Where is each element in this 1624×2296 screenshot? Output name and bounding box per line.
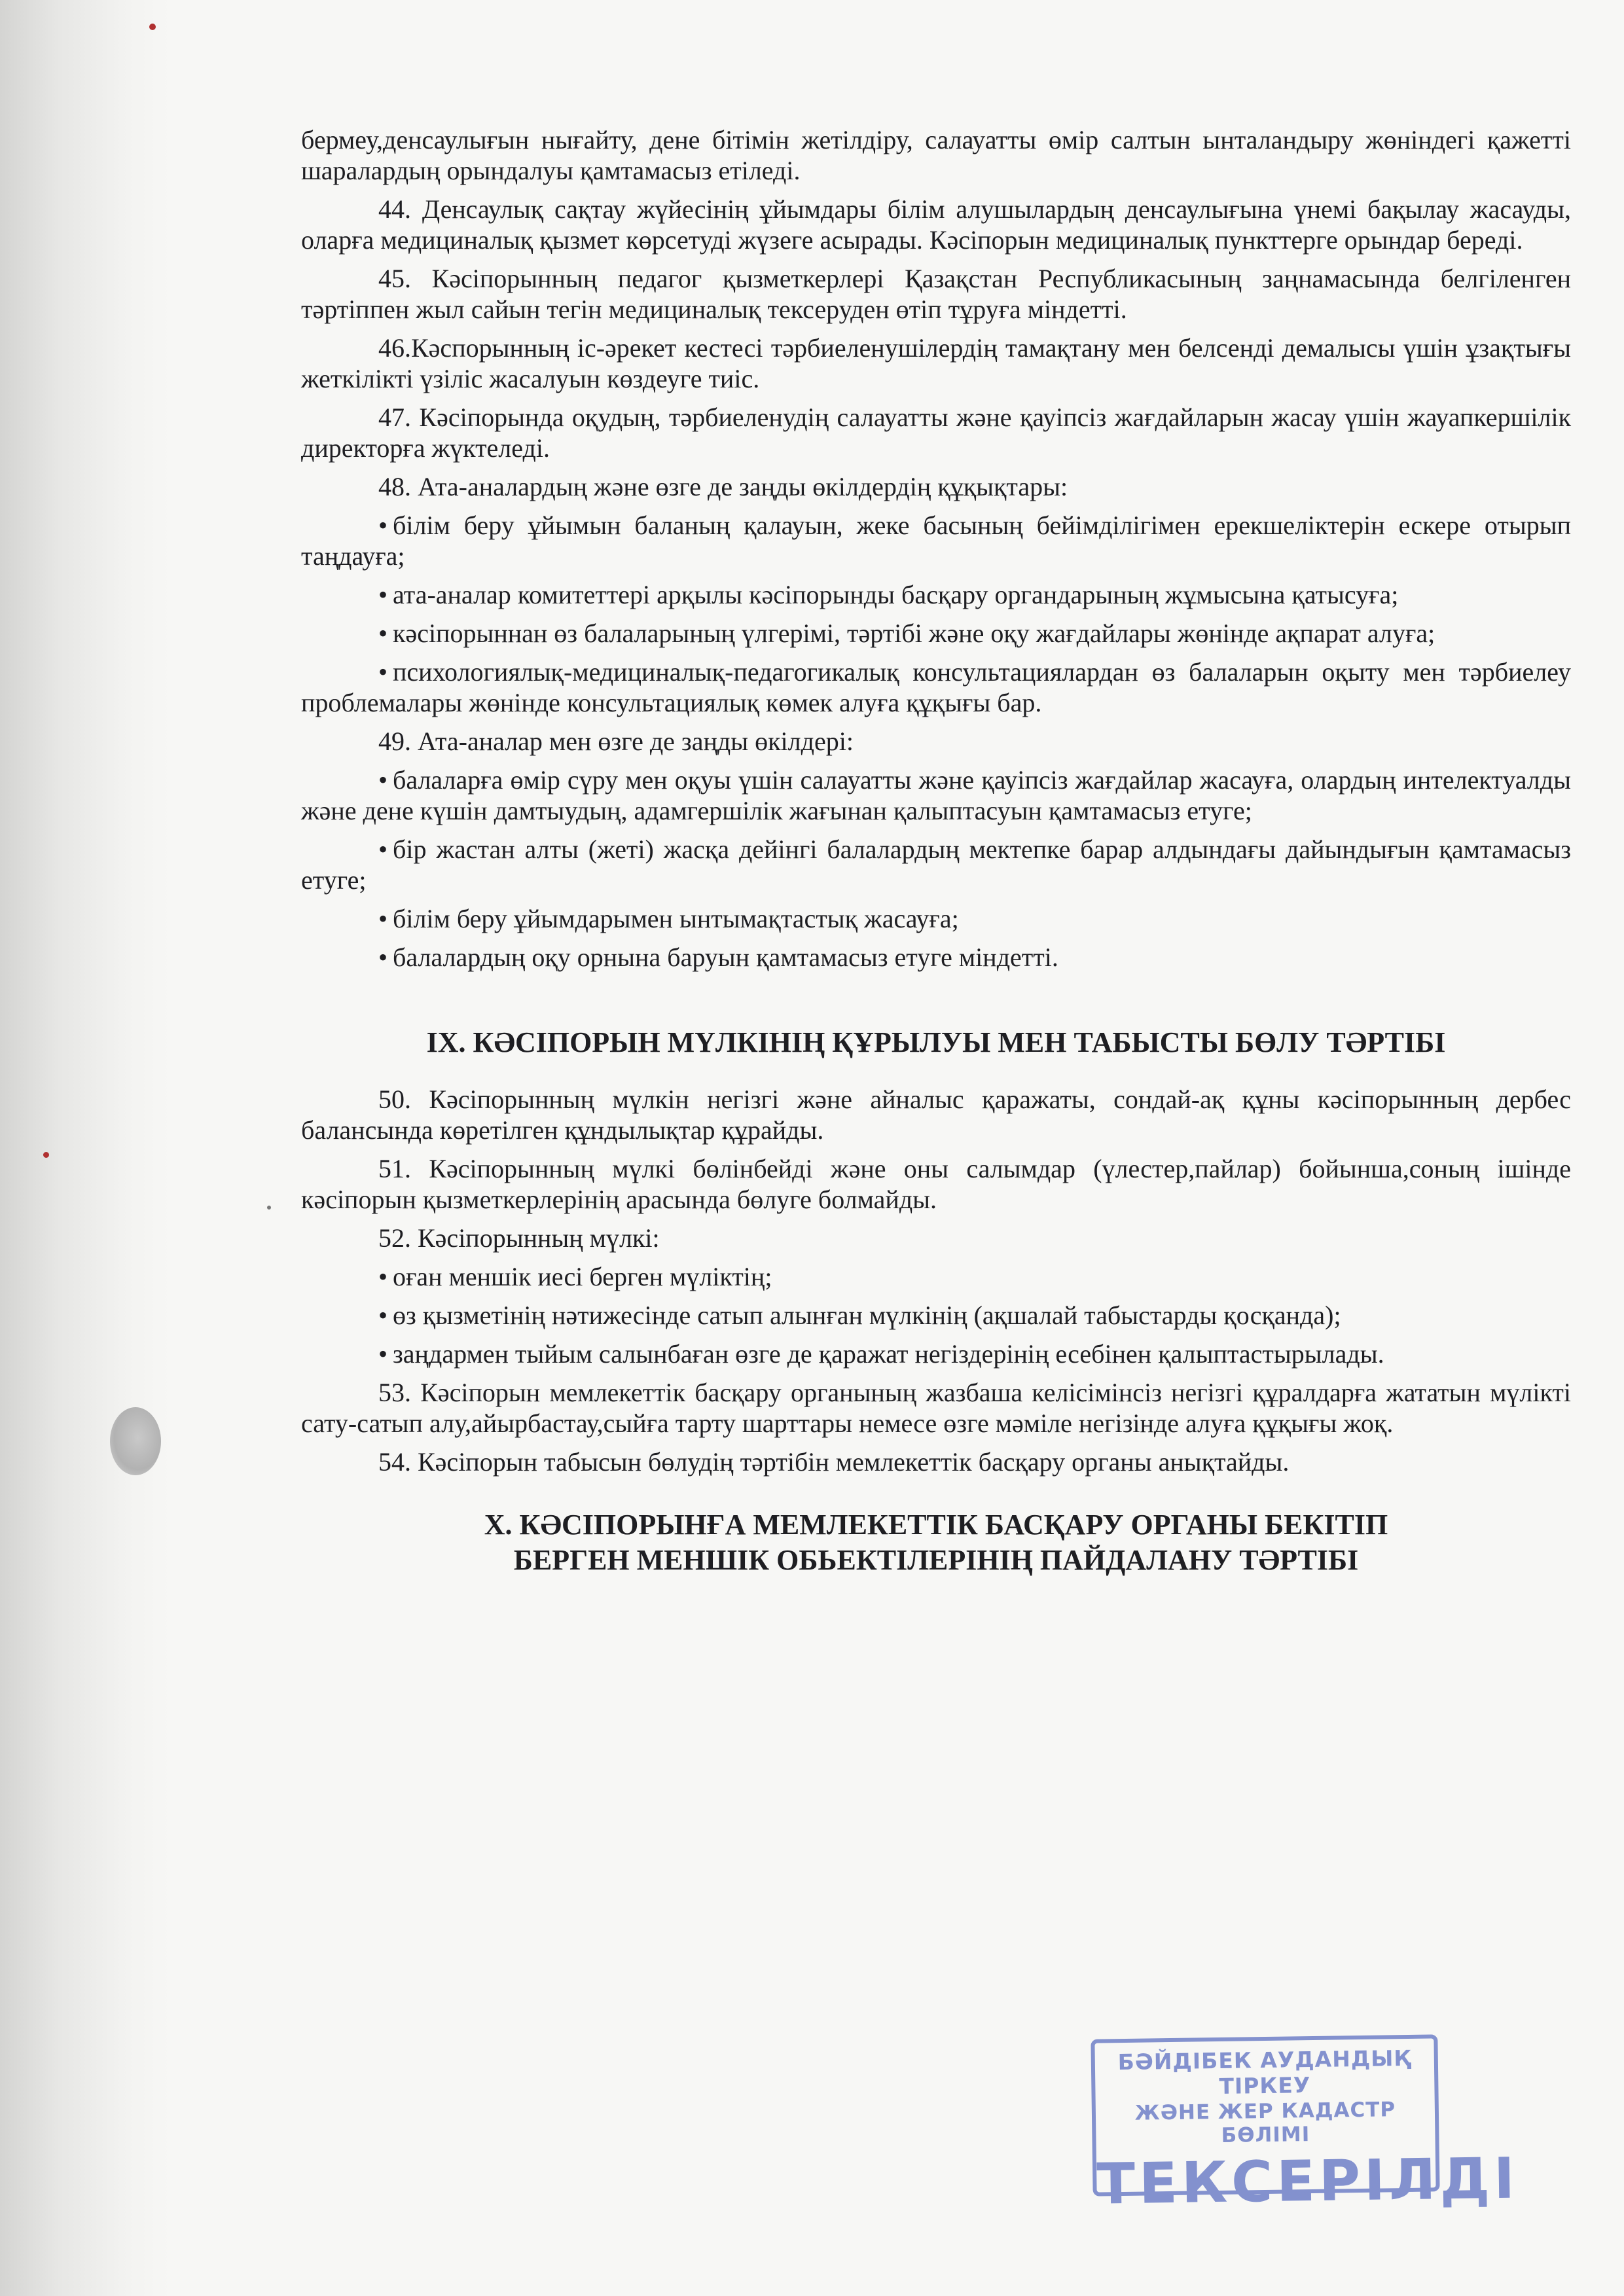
- bullet-text: өз қызметінің нәтижесінде сатып алынған мүлкінің (ақшалай табыстарды қосқанда);: [393, 1300, 1341, 1330]
- bullet-text: кәсіпорыннан өз балаларының үлгерімі, тәртібі және оқу жағдайлары жөнінде ақпарат алуға;: [393, 619, 1435, 648]
- bullet-item: [301, 834, 1571, 895]
- bullet-text: ата-аналар комитеттері арқылы кәсіпорынды басқару органдарының жұмысына қатысуға;: [393, 580, 1399, 609]
- bullet-item: [301, 1338, 1571, 1369]
- numbered-paragraph: 51. Кәсіпорынның мүлкі бөлінбейді және оны салымдар (үлестер,пайлар) бойынша,соның ішінде кәсіпорын қызметкерлерінің арасында бөлуге болмайды.: [301, 1154, 1571, 1214]
- scan-speck: [267, 1206, 271, 1210]
- bullet-icon: •: [378, 511, 388, 540]
- bullet-icon: •: [378, 657, 388, 687]
- binder-hole: [110, 1407, 161, 1475]
- bullet-icon: •: [378, 765, 388, 795]
- bullet-text: балаларға өмір сүру мен оқуы үшін салауатты және қауіпсіз жағдайлар жасауға, олардың интелектуалды және дене күшін дамтыудың, адамгершілік жағынан қалыптасуын қамтамасыз етуге;: [301, 765, 1571, 825]
- continued-paragraph: бермеу,денсаулығын нығайту, дене бітімін жетілдіру, салауатты өмір салтын ынталандыру жөніндегі қажетті шаралардың орындалуы қамтамасыз етіледі.: [301, 125, 1571, 185]
- heading-section-ix: IX. КӘСІПОРЫН МҮЛКІНІҢ ҚҰРЫЛУЫ МЕН ТАБЫСТЫ БӨЛУ ТӘРТІБІ: [426, 1026, 1446, 1058]
- numbered-paragraph: 44. Денсаулық сақтау жүйесінің ұйымдары білім алушылардың денсаулығына үнемі бақылау жасауды, оларға медициналық қызмет көрсетуді жүзеге асырады. Кәсіпорын медициналық пункттерге орындар береді.: [301, 194, 1571, 255]
- bullet-item: [301, 510, 1571, 571]
- numbered-paragraph: 48. Ата-аналардың және өзге де заңды өкілдердің құқықтары:: [378, 472, 1068, 501]
- numbered-paragraph: 53. Кәсіпорын мемлекеттік басқару органының жазбаша келісімінсіз негізгі құралдарға жататын мүлікті сату-сатып алу,айырбастау,сыйға тарту шарттары немесе өзге мәміле негізінде алуға құқығы жоқ.: [301, 1378, 1571, 1438]
- numbered-paragraph: 54. Кәсіпорын табысын бөлудің тәртібін мемлекеттік басқару органы анықтайды.: [378, 1447, 1290, 1477]
- bullet-icon: •: [378, 942, 388, 972]
- bullet-item: [301, 942, 1571, 973]
- heading-section-x-line2: БЕРГЕН МЕНШІК ОБЬЕКТІЛЕРІНІҢ ПАЙДАЛАНУ ТӘРТІБІ: [513, 1544, 1359, 1576]
- numbered-paragraph: 45. Кәсіпорынның педагог қызметкерлері Қазақстан Республикасының заңнамасында белгіленген тәртіппен жыл сайын тегін медициналық тексеруден өтіп тұруға міндетті.: [301, 264, 1571, 324]
- bullet-item: [301, 903, 1571, 934]
- stamp-line1: БӘЙДІБЕК АУДАНДЫҚ ТІРКЕУ: [1117, 2045, 1412, 2099]
- bullet-icon: •: [378, 619, 388, 648]
- section-property: [301, 1084, 1571, 1477]
- document-page: [301, 124, 1571, 1578]
- numbered-paragraph: 50. Кәсіпорынның мүлкін негізгі және айналыс қаражаты, сондай-ақ құны кәсіпорынның дербес балансында көретілген құндылықтар құрайды.: [301, 1085, 1571, 1145]
- section-education-rights: [301, 124, 1571, 973]
- bullet-item: [301, 1300, 1571, 1331]
- stamp-line2: ЖӘНЕ ЖЕР КАДАСТР БӨЛІМІ: [1134, 2098, 1396, 2147]
- numbered-paragraph: 47. Кәсіпорында оқудың, тәрбиеленудің салауатты және қауіпсіз жағдайларын жасау үшін жауапкершілік директорға жүктеледі.: [301, 403, 1571, 463]
- bullet-text: психологиялық-медициналық-педагогикалық консультациялардан өз балаларын оқыту мен тәрбиелеу проблемалары жөнінде консультациялық көмек алуға құқығы бар.: [301, 657, 1571, 717]
- stamp-line3: ТЕКСЕРІЛДІ: [1096, 2145, 1519, 2217]
- bullet-item: [301, 1261, 1571, 1292]
- bullet-item: [301, 656, 1571, 718]
- bullet-text: оған меншік иесі берген мүліктің;: [393, 1262, 772, 1291]
- bullet-icon: •: [378, 580, 388, 609]
- bullet-icon: •: [378, 1262, 388, 1291]
- heading-section-x-line1: X. КӘСІПОРЫНҒА МЕМЛЕКЕТТІК БАСҚАРУ ОРГАНЫ БЕКІТІП: [484, 1509, 1388, 1541]
- numbered-paragraph: 49. Ата-аналар мен өзге де заңды өкілдері:: [378, 726, 854, 756]
- bullet-text: білім беру ұйымдарымен ынтымақтастық жасауға;: [393, 904, 959, 933]
- bullet-item: [301, 764, 1571, 826]
- bullet-icon: •: [378, 904, 388, 933]
- bullet-icon: •: [378, 1339, 388, 1369]
- numbered-paragraph: 52. Кәсіпорынның мүлкі:: [378, 1223, 660, 1253]
- bullet-text: бір жастан алты (жеті) жасқа дейінгі балалардың мектепке барар алдындағы дайындығын қамтамасыз етуге;: [301, 834, 1571, 895]
- bullet-item: [301, 618, 1571, 649]
- scan-speck: [149, 24, 156, 30]
- verification-stamp: [1091, 2034, 1519, 2217]
- bullet-item: [301, 579, 1571, 610]
- scan-edge-shadow: [0, 0, 170, 2296]
- bullet-text: білім беру ұйымын баланың қалауын, жеке басының бейімділігімен ерекшеліктерін ескере отырып таңдауға;: [301, 511, 1571, 571]
- bullet-text: балалардың оқу орнына баруын қамтамасыз етуге міндетті.: [393, 942, 1058, 972]
- bullet-icon: •: [378, 1300, 388, 1330]
- bullet-text: заңдармен тыйым салынбаған өзге де қаражат негіздерінің есебінен қалыптастырылады.: [393, 1339, 1384, 1369]
- numbered-paragraph: 46.Кәспорынның іс-әрекет кестесі тәрбиеленушілердің тамақтану мен белсенді демалысы үшін ұзақтығы жеткілікті үзіліс жасалуын көздеуге тиіс.: [301, 333, 1571, 393]
- scan-speck: [43, 1152, 49, 1158]
- bullet-icon: •: [378, 834, 388, 864]
